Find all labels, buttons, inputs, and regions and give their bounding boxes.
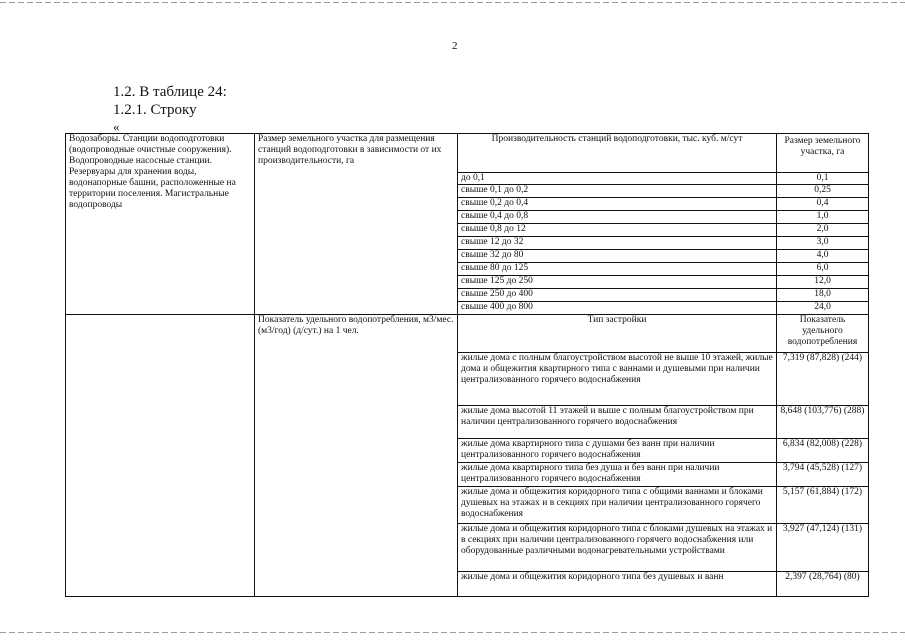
land-size-value: 4,0 xyxy=(777,250,869,263)
land-size-value: 18,0 xyxy=(777,289,869,302)
capacity-header: Производительность станций водоподготовки, тыс. куб. м/сут xyxy=(458,134,777,173)
table-header-row-2 xyxy=(66,315,869,353)
scan-edge-top xyxy=(0,2,905,3)
land-size-value: 12,0 xyxy=(777,276,869,289)
capacity-range: свыше 0,8 до 12 xyxy=(458,224,777,237)
capacity-range: свыше 12 до 32 xyxy=(458,237,777,250)
page-number: 2 xyxy=(452,40,458,52)
table-header-row-1 xyxy=(66,134,869,173)
consumption-value: 5,157 (61,884) (172) xyxy=(777,487,869,524)
land-size-value: 2,0 xyxy=(777,224,869,237)
land-size-value: 0,1 xyxy=(777,173,869,185)
capacity-range: свыше 250 до 400 xyxy=(458,289,777,302)
building-type: жилые дома и общежития коридорного типа с общими ваннами и блоками душевых на этажах и в секциях при наличии централизованного горячего водоснабжения xyxy=(458,487,777,524)
land-size-value: 0,4 xyxy=(777,198,869,211)
consumption-header: Показатель удельного водопотребления xyxy=(777,315,869,353)
opening-quote: « xyxy=(113,119,120,134)
capacity-range: свыше 0,2 до 0,4 xyxy=(458,198,777,211)
land-size-value: 3,0 xyxy=(777,237,869,250)
subsection-heading: 1.2.1. Строку xyxy=(113,102,197,118)
capacity-range: свыше 125 до 250 xyxy=(458,276,777,289)
building-type: жилые дома и общежития коридорного типа без душевых и ванн xyxy=(458,572,777,597)
capacity-range: свыше 400 до 800 xyxy=(458,302,777,315)
building-type: жилые дома с полным благоустройством высотой не выше 10 этажей, жилые дома и общежития квартирного типа с ваннами и душевыми при наличии централизованного горячего водоснабжения xyxy=(458,353,777,406)
scan-edge-bottom xyxy=(0,632,905,633)
land-size-value: 6,0 xyxy=(777,263,869,276)
facility-type-cell: Водозаборы. Станции водоподготовки (водопроводные очистные сооружения). Водопроводные насосные станции. Резервуары для хранения воды, водонапорные башни, расположенные на территории поселения. Магистральные водопроводы xyxy=(66,134,255,315)
consumption-value: 2,397 (28,764) (80) xyxy=(777,572,869,597)
land-size-value: 0,25 xyxy=(777,185,869,198)
consumption-description: Показатель удельного водопотребления, м3/мес. (м3/год) (д/сут.) на 1 чел. xyxy=(255,315,458,597)
capacity-range: свыше 0,4 до 0,8 xyxy=(458,211,777,224)
building-type-header: Тип застройки xyxy=(458,315,777,353)
capacity-range: свыше 80 до 125 xyxy=(458,263,777,276)
section-heading: 1.2. В таблице 24: xyxy=(113,84,227,100)
land-size-description: Размер земельного участка для размещения станций водоподготовки в зависимости от их производительности, га xyxy=(255,134,458,315)
capacity-range: свыше 0,1 до 0,2 xyxy=(458,185,777,198)
land-size-value: 1,0 xyxy=(777,211,869,224)
building-type: жилые дома высотой 11 этажей и выше с полным благоустройством при наличии централизованного горячего водоснабжения xyxy=(458,406,777,439)
building-type: жилые дома квартирного типа с душами без ванн при наличии централизованного горячего водоснабжения xyxy=(458,439,777,463)
consumption-value: 8,648 (103,776) (288) xyxy=(777,406,869,439)
amendment-table xyxy=(65,133,869,597)
consumption-value: 6,834 (82,008) (228) xyxy=(777,439,869,463)
building-type: жилые дома квартирного типа без душа и без ванн при наличии централизованного горячего водоснабжения xyxy=(458,463,777,487)
capacity-range: свыше 32 до 80 xyxy=(458,250,777,263)
consumption-value: 3,794 (45,528) (127) xyxy=(777,463,869,487)
consumption-value: 7,319 (87,828) (244) xyxy=(777,353,869,406)
capacity-range: до 0,1 xyxy=(458,173,777,185)
land-size-header: Размер земельного участка, га xyxy=(777,134,869,173)
land-size-value: 24,0 xyxy=(777,302,869,315)
empty-cell xyxy=(66,315,255,597)
building-type: жилые дома и общежития коридорного типа с блоками душевых на этажах и в секциях при наличии централизованного горячего водоснабжения или оборудованные различными водонагревательными устройствами xyxy=(458,524,777,572)
consumption-value: 3,927 (47,124) (131) xyxy=(777,524,869,572)
